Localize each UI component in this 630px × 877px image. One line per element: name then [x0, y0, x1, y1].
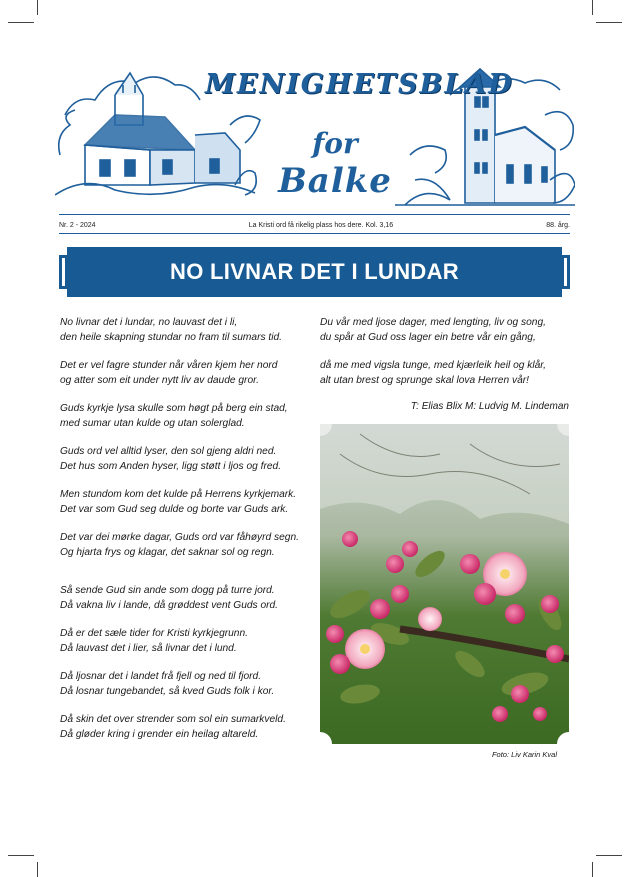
verse-line: den heile skapning stundar no fram til sumars tid.: [60, 331, 282, 343]
verse-line: alt utan brest og sprunge skal lova Herren vår!: [320, 374, 529, 386]
crop-mark: [37, 0, 38, 15]
apple-blossom-photo: [320, 424, 569, 744]
masthead-place: Balke: [278, 161, 392, 201]
bible-motto: La Kristi ord få rikelig plass hos dere. Kol. 3,16: [248, 221, 394, 229]
verse-line: du spår at Gud oss lager ein betre vår ein gång,: [320, 331, 536, 343]
verse-line: Då vakna liv i lande, då grøddest vent Guds ord.: [60, 599, 279, 611]
verse-line: Guds ord vel alltid lyser, den sol gjeng aldri ned.: [60, 446, 277, 457]
crop-mark: [596, 855, 622, 856]
title-banner: [59, 247, 570, 297]
crop-mark: [37, 862, 38, 877]
verse-line: Det er vel fagre stunder når våren kjem her nord: [60, 360, 278, 371]
verse-line: Då er det sæle tider for Kristi kyrkjegrunn.: [60, 628, 248, 639]
verse-line: Det hus som Anden hyser, ligg støtt i ljos og fred.: [60, 460, 282, 472]
hymn-credits: T: Elias Blix M: Ludvig M. Lindeman: [410, 401, 569, 412]
verse-line: Det var dei mørke dagar, Guds ord var fåhøyrd segn.: [60, 532, 299, 543]
divider-top: [59, 214, 570, 215]
crop-mark: [592, 862, 593, 877]
stanza: [60, 584, 315, 613]
issue-number: Nr. 2 - 2024: [59, 221, 96, 229]
stanza: [60, 713, 315, 742]
crop-mark: [8, 22, 34, 23]
stanza: [320, 316, 575, 345]
poem-left-column: [60, 316, 315, 742]
stanza: [320, 359, 575, 388]
stanza: [60, 402, 315, 431]
verse-line: Guds kyrkje lysa skulle som høgt på berg ein stad,: [60, 403, 288, 414]
photo-credit: Foto: Liv Karin Kval: [491, 750, 557, 759]
article-title: NO LIVNAR DET I LUNDAR: [170, 259, 459, 284]
stanza: [60, 488, 315, 517]
masthead: [55, 55, 575, 210]
stanza: [60, 445, 315, 474]
verse-line: då me med vigsla tunge, med kjærleik heil og klår,: [320, 360, 546, 371]
verse-line: og atter som eit under nytt liv av daude gror.: [60, 374, 259, 386]
verse-line: No livnar det i lundar, no lauvast det i li,: [60, 317, 238, 328]
verse-line: Og hjarta frys og klagar, det saknar sol og regn.: [60, 546, 275, 558]
stanza: [60, 670, 315, 699]
crop-mark: [8, 855, 34, 856]
crop-mark: [592, 0, 593, 15]
volume-year: 88. årg.: [546, 221, 570, 229]
verse-line: Då gløder kring i grender ein heilag altareld.: [60, 728, 259, 740]
masthead-for: for: [312, 127, 358, 160]
issue-info-bar: [59, 218, 570, 232]
divider-bottom: [59, 233, 570, 234]
stanza: [60, 627, 315, 656]
verse-line: Då ljosnar det i landet frå fjell og ned til fjord.: [60, 671, 262, 682]
stanza: [60, 316, 315, 345]
verse-line: Då lauvast det i lier, så livnar det i lund.: [60, 642, 237, 654]
poem-right-column: [320, 316, 575, 388]
masthead-title: MENIGHETSBLAD: [205, 69, 514, 100]
verse-line: med sumar utan kulde og utan solerglad.: [60, 417, 245, 429]
verse-line: Det var som Gud seg dulde og borte var Guds ark.: [60, 503, 289, 515]
verse-line: Du vår med ljose dager, med lengting, liv og song,: [320, 317, 546, 328]
verse-line: Men stundom kom det kulde på Herrens kyrkjemark.: [60, 489, 297, 500]
verse-line: Då losnar tungebandet, så kved Guds folk i kor.: [60, 685, 275, 697]
stanza: [60, 531, 315, 560]
stanza: [60, 359, 315, 388]
verse-line: Så sende Gud sin ande som dogg på turre jord.: [60, 585, 275, 596]
verse-line: Då skin det over strender som sol ein sumarkveld.: [60, 714, 286, 725]
crop-mark: [596, 22, 622, 23]
